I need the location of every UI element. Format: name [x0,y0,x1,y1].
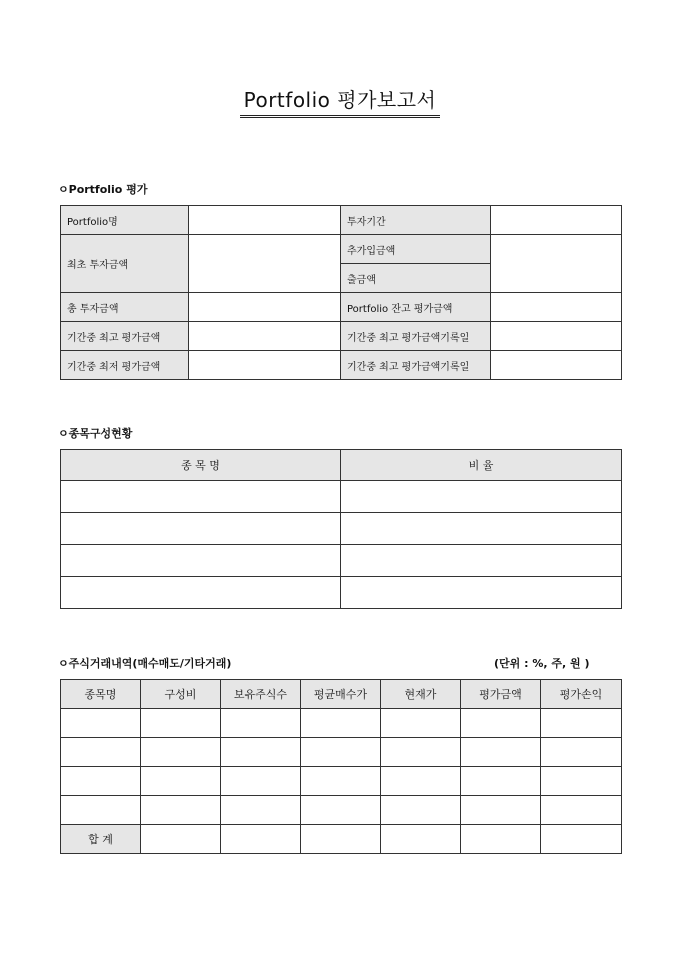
table-header-row [61,680,622,709]
table-cell [341,481,622,513]
column-header-current-price: 현재가 [381,680,461,709]
table-cell [301,709,381,738]
value-period-max-value-date [491,322,622,351]
portfolio-evaluation-table [60,205,622,380]
table-cell [141,796,221,825]
table-cell [381,709,461,738]
table-cell [141,767,221,796]
label-period-max-value: 기간중 최고 평가금액 [61,322,189,351]
table-row [61,351,622,380]
value-initial-investment [189,235,341,293]
table-header-row [61,450,622,481]
label-portfolio-balance: Portfolio 잔고 평가금액 [341,293,491,322]
table-cell [461,738,541,767]
table-cell [61,577,341,609]
unit-note: (단위 : %, 주, 원 ) [494,657,590,670]
value-period-min-value [189,351,341,380]
table-row [61,767,622,796]
table-cell [61,767,141,796]
label-initial-investment: 최초 투자금액 [61,235,189,293]
column-header-avg-buy-price: 평균매수가 [301,680,381,709]
report-title-container [0,84,680,118]
label-investment-period: 투자기간 [341,206,491,235]
column-header-shares-held: 보유주식수 [221,680,301,709]
value-portfolio-name [189,206,341,235]
table-cell [461,709,541,738]
table-row [61,293,622,322]
table-cell [301,767,381,796]
value-deposit-withdrawal [491,235,622,293]
table-cell [141,738,221,767]
holdings-composition-table [60,449,622,609]
table-cell [541,825,622,854]
table-cell [221,738,301,767]
table-row [61,709,622,738]
column-header-profit-loss: 평가손익 [541,680,622,709]
table-row [61,322,622,351]
table-cell [61,481,341,513]
table-cell [141,709,221,738]
table-row [61,738,622,767]
column-header-ratio: 비 율 [341,450,622,481]
label-period-min-value: 기간중 최저 평가금액 [61,351,189,380]
table-cell [61,513,341,545]
report-title: Portfolio 평가보고서 [240,84,441,118]
table-cell [341,545,622,577]
table-cell [541,796,622,825]
table-cell [301,825,381,854]
column-header-item-name: 종목명 [61,680,141,709]
table-cell [61,709,141,738]
label-period-max-value-date-2: 기간중 최고 평가금액기록일 [341,351,491,380]
table-cell [461,825,541,854]
label-additional-deposit: 추가입금액 [341,235,491,264]
column-header-composition: 구성비 [141,680,221,709]
table-row [61,577,622,609]
column-header-item-name: 종 목 명 [61,450,341,481]
table-cell [61,738,141,767]
table-total-row [61,825,622,854]
table-cell [381,825,461,854]
section-holdings-heading: ㅇ종목구성현황 [58,427,133,440]
table-cell [221,767,301,796]
table-cell [541,767,622,796]
table-cell [61,545,341,577]
table-cell [461,796,541,825]
table-cell [141,825,221,854]
table-cell [381,796,461,825]
table-cell [301,738,381,767]
table-cell [221,709,301,738]
table-cell [541,709,622,738]
label-period-max-value-date: 기간중 최고 평가금액기록일 [341,322,491,351]
stock-trades-table [60,679,622,854]
table-cell [341,577,622,609]
value-period-max-value [189,322,341,351]
section-portfolio-heading: ㅇPortfolio 평가 [58,183,148,196]
label-withdrawal: 출금액 [341,264,491,293]
table-row [61,796,622,825]
value-total-investment [189,293,341,322]
value-period-max-value-date-2 [491,351,622,380]
value-investment-period [491,206,622,235]
table-row [61,481,622,513]
table-row [61,545,622,577]
table-cell [461,767,541,796]
section-trades-heading: ㅇ주식거래내역(매수매도/기타거래) [58,657,232,670]
table-cell [221,796,301,825]
table-cell [381,767,461,796]
value-portfolio-balance [491,293,622,322]
table-cell [341,513,622,545]
table-cell [541,738,622,767]
table-row [61,206,622,235]
table-cell [221,825,301,854]
table-row [61,513,622,545]
label-portfolio-name: Portfolio명 [61,206,189,235]
table-row [61,235,622,264]
table-cell [381,738,461,767]
table-cell [301,796,381,825]
label-total-investment: 총 투자금액 [61,293,189,322]
column-header-valuation: 평가금액 [461,680,541,709]
table-cell [61,796,141,825]
total-label: 합 계 [61,825,141,854]
